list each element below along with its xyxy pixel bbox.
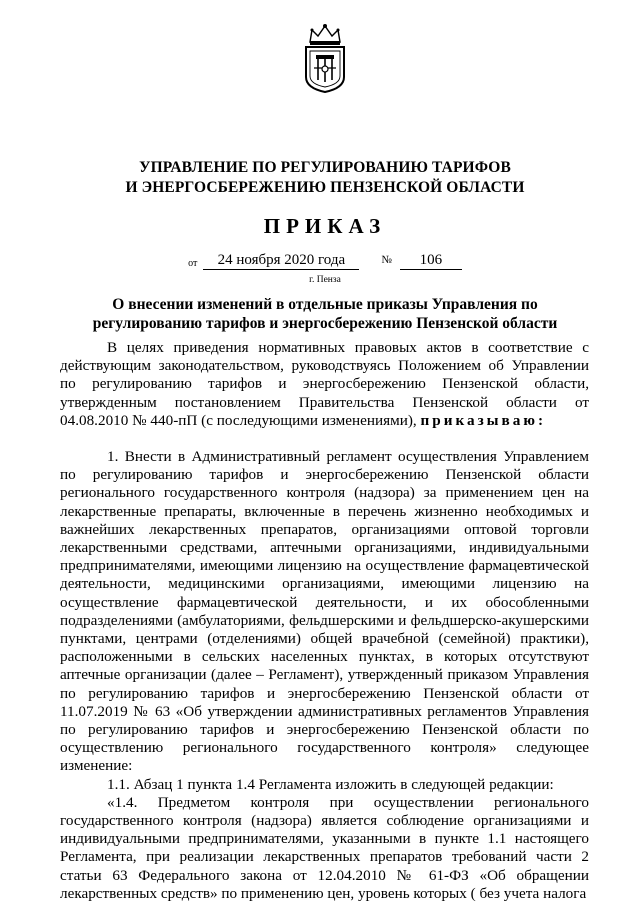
number-sign: № (381, 254, 392, 266)
preamble-paragraph (60, 339, 589, 430)
item-1-1-paragraph: 1.1. Абзац 1 пункта 1.4 Регламента изложить в следующей редакции: (107, 775, 554, 793)
item-1-paragraph: 1. Внести в Административный регламент осуществления Управлением по регулированию тарифов и энергосбережению Пензенской области регионального государственного контроля (надзора) за применением цен на лекарственные препараты, включенные в перечень жизненно необходимых и важнейших лекарственных препаратов, организациями оптовой торговли лекарственными средствами, аптечными организациями, индивидуальными предпринимателями, имеющими лицензию на осуществление фармацевтической деятельности, медицинскими организациями, имеющими лицензию на осуществление фармацевтической деятельности, и их обособленными подразделениями (амбулаториями, фельдшерскими и фельдшерско-акушерскими пунктами, центрами (отделениями) общей врачебной (семейной) практики), расположенными в сельских населенных пунктах, в которых отсутствуют аптечные организации (далее – Регламент), утвержденный приказом Управления по регулированию тарифов и энергосбережению Пензенской области от 11.07.2019 № 63 «Об утверждении административных регламентов Управления по регулированию тарифов и энергосбережению Пензенской области по осуществлению регионального государственного контроля» следующее изменение: (60, 448, 589, 775)
department-line-2: И ЭНЕРГОСБЕРЕЖЕНИЮ ПЕНЗЕНСКОЙ ОБЛАСТИ (125, 179, 525, 196)
decree-word: приказываю: (420, 411, 546, 429)
document-type: ПРИКАЗ (263, 214, 387, 238)
order-number: 106 (400, 251, 462, 270)
order-date: 24 ноября 2020 года (203, 251, 359, 270)
city: г. Пенза (309, 275, 341, 285)
quoted-paragraph: «1.4. Предметом контроля при осуществлении регионального государственного контроля (надзора) является соблюдение организациями и индивидуальными предпринимателями, указанными в пункте 1.1 настоящего Регламента, при реализации лекарственных препаратов требований части 2 статьи 63 Федерального закона от 12.04.2010 № 61-ФЗ «Об обращении лекарственных средств» по применению цен, уровень которых ( без учета налога (60, 793, 589, 902)
date-prefix: от (188, 258, 198, 269)
department-line-1: УПРАВЛЕНИЕ ПО РЕГУЛИРОВАНИЮ ТАРИФОВ (139, 159, 511, 176)
department-name (60, 158, 590, 198)
order-subject: О внесении изменений в отдельные приказы Управления по регулированию тарифов и энергосбережению Пензенской области (92, 296, 558, 332)
date-number-row (60, 250, 590, 270)
preamble-text: В целях приведения нормативных правовых актов в соответствие с действующим законодательством, руководствуясь Положением об Управлении по регулированию тарифов и энергосбережению Пензенской области, утвержденным постановлением Правительства Пензенской области от 04.08.2010 № 440-пП (с последующими изменениями), (60, 339, 589, 429)
penza-coat-of-arms-icon (300, 22, 350, 94)
order-body (60, 339, 589, 903)
